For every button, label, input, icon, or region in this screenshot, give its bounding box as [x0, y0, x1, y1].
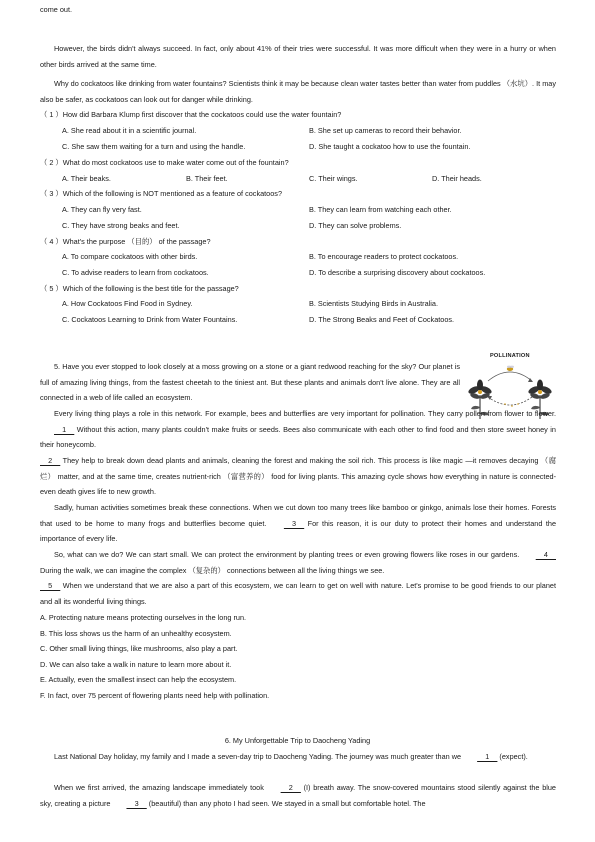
question-stem: （ 1 ）How did Barbara Klump first discover that the cockatoos could use the water fountain?	[40, 110, 342, 119]
option-b: B. Scientists Studying Birds in Australia.	[309, 299, 438, 308]
passage-paragraph	[40, 749, 556, 765]
question-stem: （ 5 ）Which of the following is the best title for the passage?	[40, 284, 239, 293]
text-run: During the walk, we can imagine the complex （复杂的） connections between all the living things we see.	[40, 565, 385, 575]
option-d: D. Their heads.	[432, 174, 482, 183]
option-a: A. How Cockatoos Find Food in Sydney.	[62, 299, 193, 308]
option-b: B. They can learn from watching each other.	[309, 205, 452, 214]
option-d: D. They can solve problems.	[309, 221, 402, 230]
option-d: D. To describe a surprising discovery about cockatoos.	[309, 268, 486, 277]
question-stem: （ 4 ）What's the purpose （目的） of the passage?	[40, 237, 211, 246]
question-stem: （ 2 ）What do most cockatoos use to make water come out of the fountain?	[40, 158, 289, 167]
figure-title: POLLINATION	[490, 353, 530, 359]
passage-paragraph	[40, 500, 556, 547]
option-a: A. To compare cockatoos with other birds.	[62, 252, 198, 261]
text-run: So, what can we do? We can start small. We can protect the environment by planting trees or even growing flowers like roses in our gardens.	[54, 550, 522, 559]
option-c: C. Cockatoos Learning to Drink from Water Fountains.	[62, 315, 238, 324]
blank-5: 5	[40, 581, 61, 590]
option-c: C. She saw them waiting for a turn and using the handle.	[62, 142, 246, 151]
blank-1: 1	[54, 424, 75, 434]
text-run: They help to break down dead plants and animals, cleaning the forest and making the soil rich. This process is like magic —it removes decaying （腐烂） matter, and at the same time, creates nutrient-rich （富营养的） food for living plants. This amazing cycle shows how everything in nature is connected-even death gives life to new growth.	[40, 456, 556, 497]
passage-text: come out.	[40, 5, 73, 14]
text-run: When we understand that we are also a part of this ecosystem, we can learn to get on well with nature. Let's promise to be good friends to our planet and all its wonderful living things.	[40, 581, 556, 606]
answer-option-c: C. Other small living things, like mushrooms, also play a part.	[40, 644, 238, 653]
blank-3: 3	[283, 518, 305, 528]
text-run: Every living thing plays a role in this network. For example, bees and butterflies are very important for pollination. They carry pollen from flower to flower.	[54, 409, 556, 418]
option-b: B. Their feet.	[186, 174, 228, 183]
option-c: C. Their wings.	[309, 174, 358, 183]
blank-2: 2	[40, 456, 61, 465]
passage-paragraph	[40, 578, 556, 609]
question-stem: （ 3 ）Which of the following is NOT mentioned as a feature of cockatoos?	[40, 189, 282, 198]
text-run: When we first arrived, the amazing landscape immediately took	[54, 783, 267, 792]
option-c: C. To advise readers to learn from cockatoos.	[62, 268, 209, 277]
text-run: Last National Day holiday, my family and I made a seven-day trip to Daocheng Yading. The journey was much greater than we	[54, 752, 464, 761]
blank-2: 2	[280, 783, 301, 792]
passage-paragraph	[40, 547, 556, 578]
blank-1: 1	[477, 752, 498, 761]
text-run: Without this action, many plants couldn't make fruits or seeds. Bees also communicate with each other to find food and then store sweet honey in their honeycomb.	[40, 424, 556, 450]
option-c: C. They have strong beaks and feet.	[62, 221, 180, 230]
option-a: A. They can fly very fast.	[62, 205, 142, 214]
bee-icon	[507, 366, 514, 371]
answer-option-e: E. Actually, even the smallest insect can help the ecosystem.	[40, 675, 237, 684]
passage-paragraph	[40, 406, 556, 453]
option-a: A. Their beaks.	[62, 174, 111, 183]
answer-option-f: F. In fact, over 75 percent of flowering plants need help with pollination.	[40, 691, 270, 700]
passage-paragraph: 5. Have you ever stopped to look closely at a moss growing on a stone or a giant redwood reaching for the sky? Our planet is full of amazing living things, from the fastest cheetah to the tiniest ant. But these plants and animals don't live alone. They are all connected in a web of life called an ecosystem.	[40, 362, 460, 403]
passage-paragraph: Why do cockatoos like drinking from water fountains? Scientists think it may be because clean water tastes better than water from puddles （水坑）. It may also be safer, as cockatoos can look out for danger while drinking.	[40, 79, 556, 104]
passage-paragraph	[40, 453, 556, 500]
answer-option-a: A. Protecting nature means protecting ourselves in the long run.	[40, 613, 247, 622]
text-run: For this reason, it is our duty to protect their homes and understand the importance of every life.	[40, 518, 556, 544]
text-run: (I) breath away. The snow-covered mountains stood silently against the blue sky, creating a picture	[40, 783, 556, 808]
answer-option-b: B. This loss shows us the harm of an unhealthy ecosystem.	[40, 629, 232, 638]
blank-3: 3	[126, 798, 147, 808]
text-run: (beautiful) than any photo I had seen. We stayed in a small but comfortable hotel. The	[146, 798, 426, 808]
text-run: (expect).	[497, 752, 528, 761]
blank-4: 4	[535, 550, 556, 559]
option-a: A. She read about it in a scientific journal.	[62, 126, 197, 135]
passage-paragraph: However, the birds didn't always succeed. In fact, only about 41% of their tries were successful. It was more difficult when they were in a hurry or when other birds arrived at the same time.	[40, 44, 556, 69]
option-b: B. She set up cameras to record their behavior.	[309, 126, 462, 135]
answer-option-d: D. We can also take a walk in nature to learn more about it.	[40, 660, 232, 669]
option-d: D. The Strong Beaks and Feet of Cockatoos.	[309, 315, 455, 324]
passage-paragraph	[40, 780, 556, 811]
section-title: 6. My Unforgettable Trip to Daocheng Yading	[224, 736, 371, 745]
cycle-arrows	[487, 372, 533, 405]
text-run: Sadly, human activities sometimes break these connections. When we cut down too many trees like bamboo or ginkgo, animals lose their homes. Forests that used to be home to many frogs and butterflies become quiet.	[40, 503, 556, 528]
option-d: D. She taught a cockatoo how to use the fountain.	[309, 142, 471, 151]
option-b: B. To encourage readers to protect cockatoos.	[309, 252, 459, 261]
